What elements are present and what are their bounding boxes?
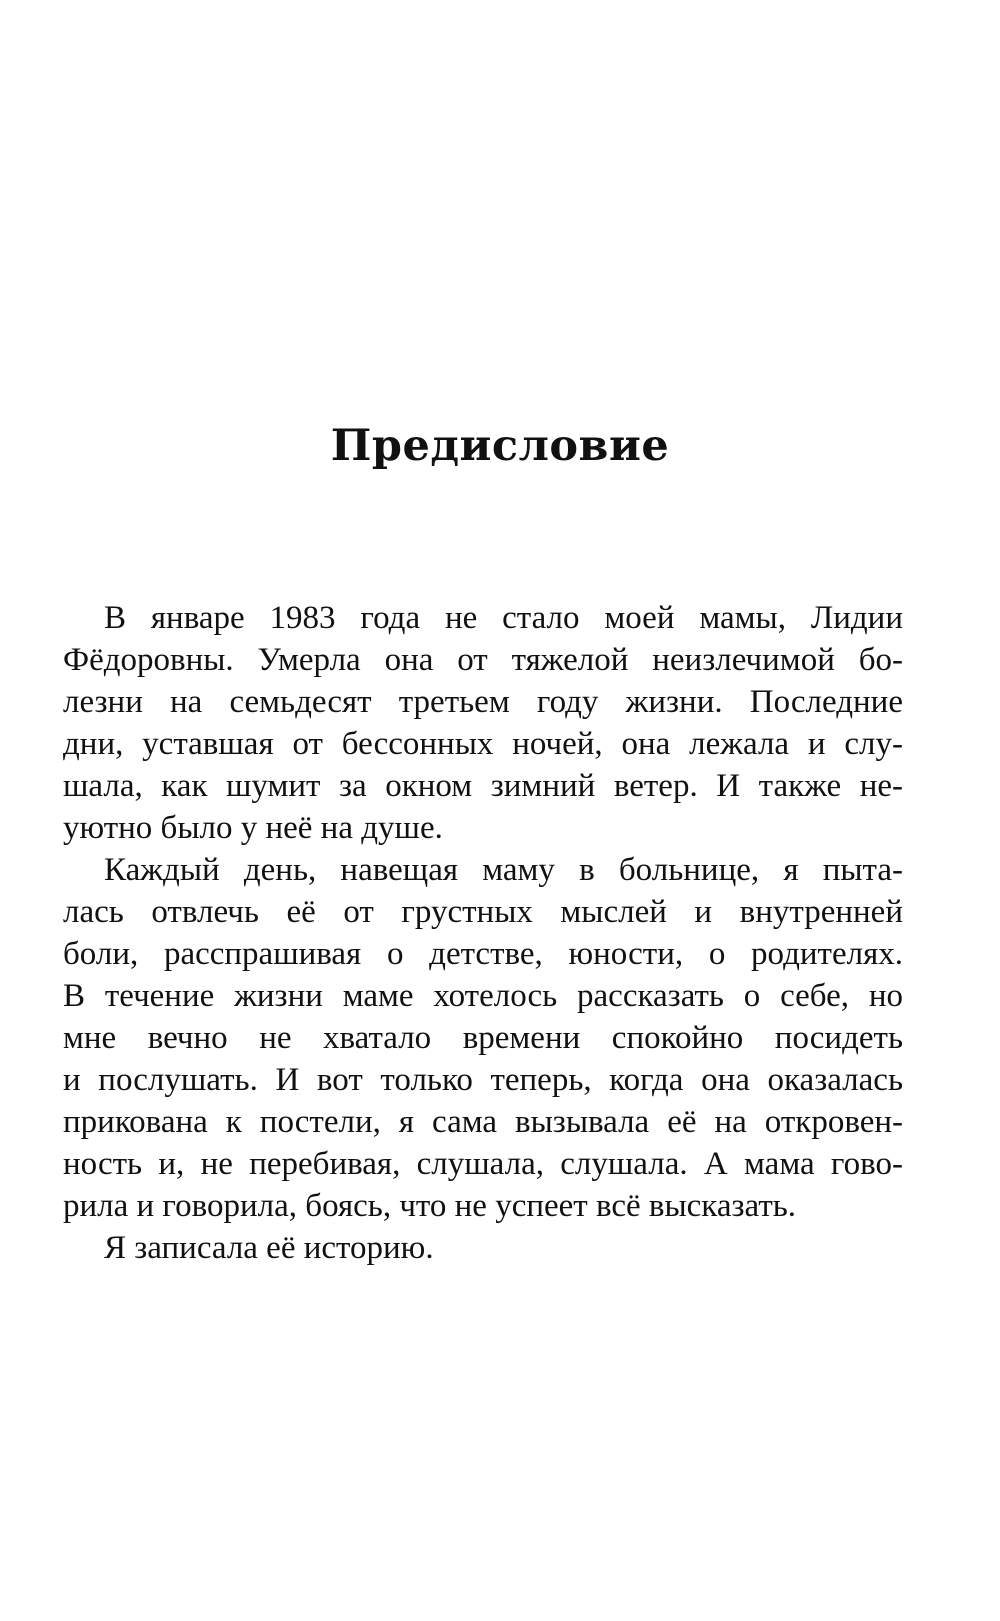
text-line: и послушать. И вот только теперь, когда она оказалась	[63, 1062, 903, 1098]
text-line: рила и говорила, боясь, что не успеет всё высказать.	[63, 1188, 797, 1224]
paragraph-1	[63, 597, 903, 849]
text-line: ность и, не перебивая, слушала, слушала. А мама гово-	[63, 1146, 903, 1182]
text-line: шала, как шумит за окном зимний ветер. И также не-	[63, 768, 903, 804]
text-line: Фёдоровны. Умерла она от тяжелой неизлечимой бо-	[63, 642, 903, 678]
text-line: Каждый день, навещая маму в больнице, я пыта-	[104, 852, 903, 888]
paragraph-2	[63, 849, 903, 1227]
page-title: Предисловие	[330, 421, 670, 471]
text-line: В январе 1983 года не стало моей мамы, Лидии	[104, 600, 903, 636]
preface-text	[63, 597, 903, 1269]
paragraph-3	[63, 1227, 903, 1269]
text-line: боли, расспрашивая о детстве, юности, о родителях.	[63, 936, 903, 972]
text-line: прикована к постели, я сама вызывала её на откровен-	[63, 1104, 903, 1140]
text-line: В течение жизни маме хотелось рассказать о себе, но	[63, 978, 903, 1014]
text-line: лезни на семьдесят третьем году жизни. Последние	[63, 684, 903, 720]
text-line: Я записала её историю.	[104, 1230, 434, 1266]
text-line: дни, уставшая от бессонных ночей, она лежала и слу-	[63, 726, 903, 762]
text-line: мне вечно не хватало времени спокойно посидеть	[63, 1020, 903, 1056]
text-line: лась отвлечь её от грустных мыслей и внутренней	[63, 894, 903, 930]
text-line: уютно было у неё на душе.	[63, 810, 443, 846]
